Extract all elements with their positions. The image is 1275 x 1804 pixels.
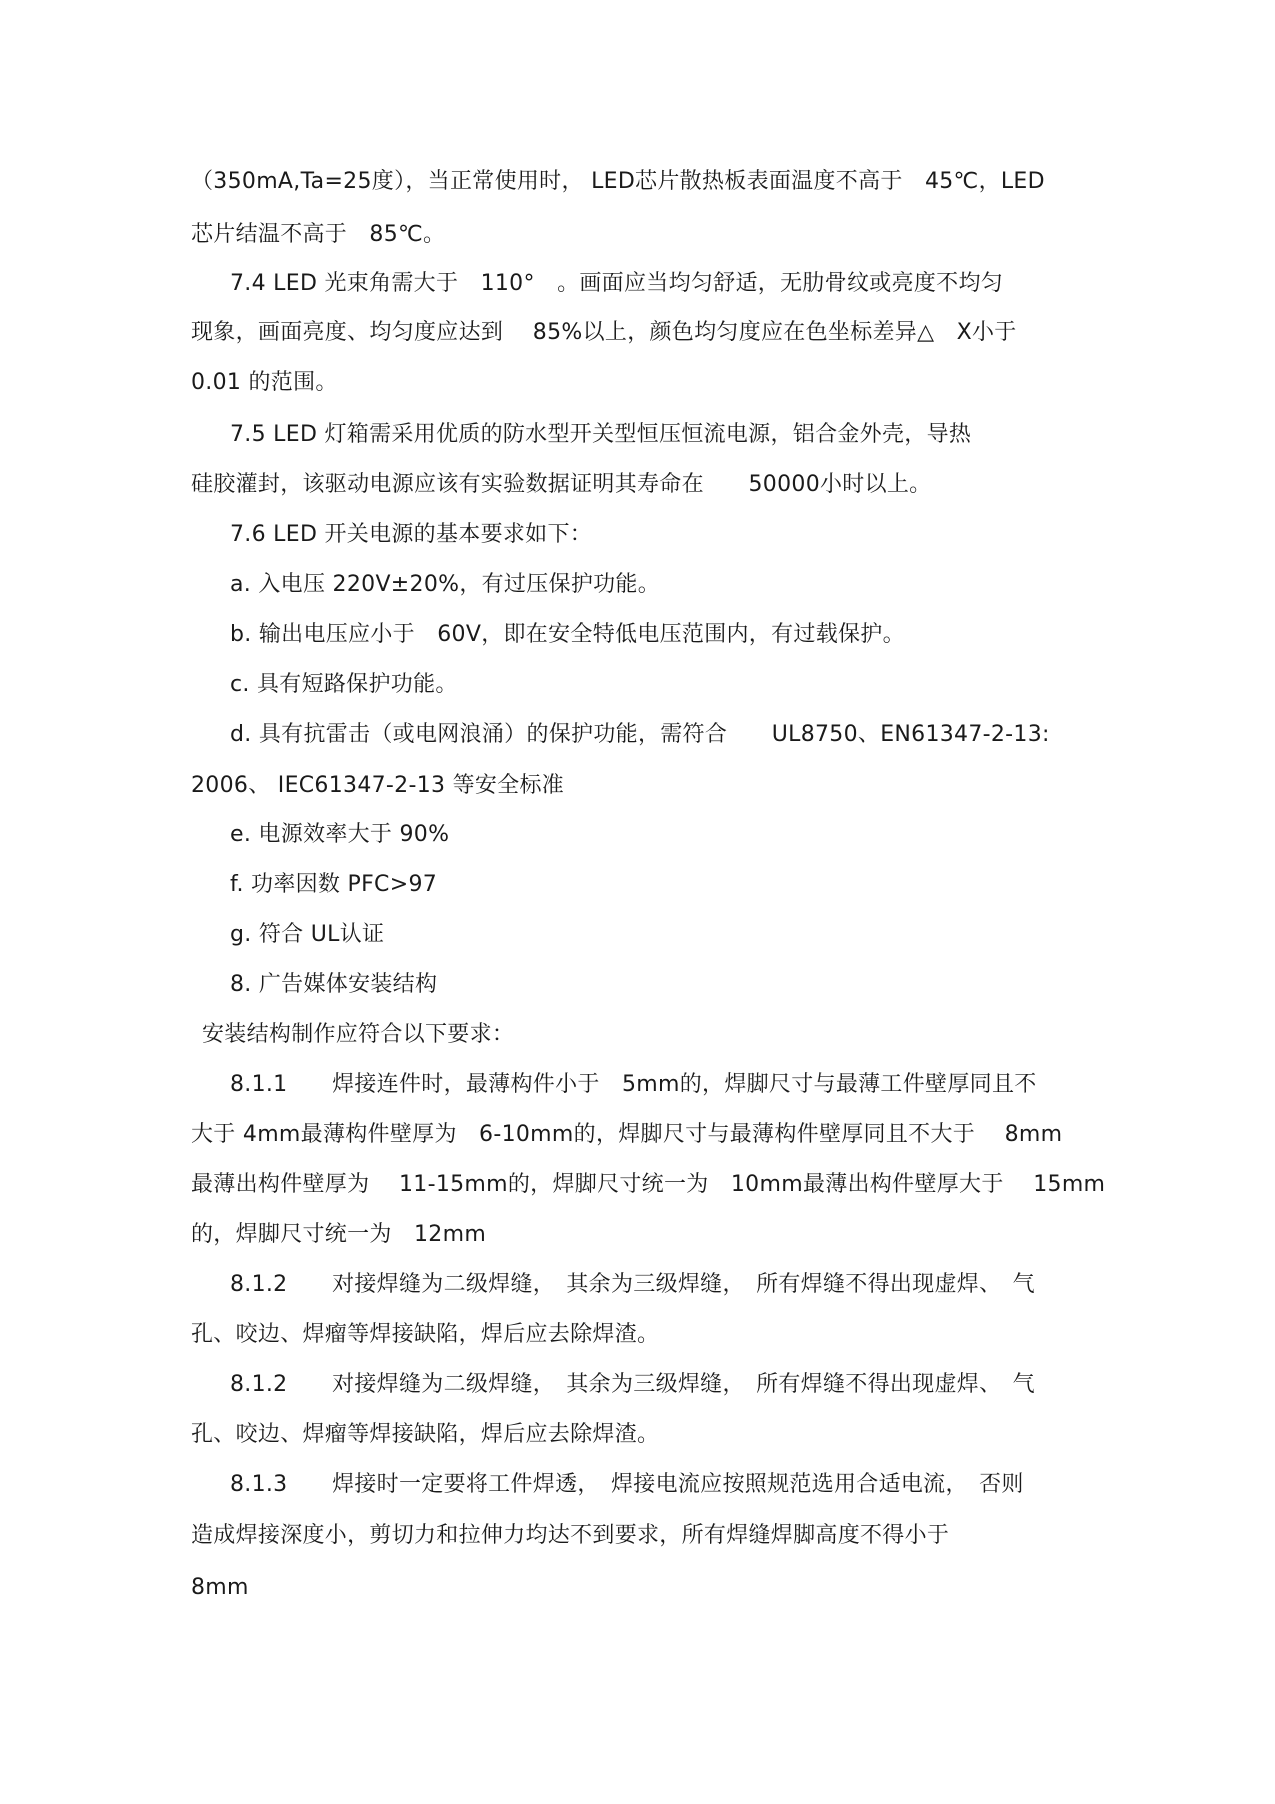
- section-7-4-line: 7.4 LED 光束角需大于 110° 。画面应当均匀舒适，无肋骨纹或亮度不均匀: [230, 271, 1004, 296]
- paragraph-line: 最薄出构件壁厚为 11-15mm的，焊脚尺寸统一为 10mm最薄出构件壁厚大于 15mm: [191, 1172, 1106, 1197]
- paragraph-line: 芯片结温不高于 85℃。: [191, 222, 446, 247]
- list-item-b: b. 输出电压应小于 60V，即在安全特低电压范围内，有过载保护。: [230, 622, 905, 647]
- paragraph-line: 安装结构制作应符合以下要求：: [202, 1022, 515, 1047]
- section-7-5-line: 7.5 LED 灯箱需采用优质的防水型开关型恒压恒流电源，铝合金外壳，导热: [230, 422, 972, 447]
- paragraph-line: 大于 4mm最薄构件壁厚为 6-10mm的，焊脚尺寸与最薄构件壁厚同且不大于 8mm: [191, 1122, 1063, 1147]
- paragraph-line: 的，焊脚尺寸统一为 12mm: [191, 1222, 487, 1247]
- paragraph-line: 硅胶灌封，该驱动电源应该有实验数据证明其寿命在 50000小时以上。: [191, 472, 932, 497]
- paragraph-line: 0.01 的范围。: [191, 370, 338, 395]
- paragraph-line: 造成焊接深度小，剪切力和拉伸力均达不到要求，所有焊缝焊脚高度不得小于: [191, 1523, 950, 1548]
- paragraph-line: 孔、咬边、焊瘤等焊接缺陷，焊后应去除焊渣。: [191, 1422, 660, 1447]
- section-8-1-2-line: 8.1.2 对接焊缝为二级焊缝， 其余为三级焊缝， 所有焊缝不得出现虚焊、 气: [230, 1272, 1035, 1297]
- paragraph-line: 8mm: [191, 1575, 249, 1600]
- list-item-c: c. 具有短路保护功能。: [230, 672, 458, 697]
- list-item-f: f. 功率因数 PFC>97: [230, 872, 438, 897]
- section-8-1-1-line: 8.1.1 焊接连件时，最薄构件小于 5mm的，焊脚尺寸与最薄工件壁厚同且不: [230, 1072, 1037, 1097]
- section-8-1-2-line: 8.1.2 对接焊缝为二级焊缝， 其余为三级焊缝， 所有焊缝不得出现虚焊、 气: [230, 1372, 1035, 1397]
- paragraph-line: 孔、咬边、焊瘤等焊接缺陷，焊后应去除焊渣。: [191, 1322, 660, 1347]
- section-7-6-line: 7.6 LED 开关电源的基本要求如下：: [230, 522, 593, 547]
- section-8-1-3-line: 8.1.3 焊接时一定要将工件焊透， 焊接电流应按照规范选用合适电流， 否则: [230, 1472, 1024, 1497]
- list-item-a: a. 入电压 220V±20%，有过压保护功能。: [230, 572, 661, 597]
- section-8-heading: 8. 广告媒体安装结构: [230, 972, 438, 997]
- list-item-d: d. 具有抗雷击（或电网浪涌）的保护功能，需符合 UL8750、EN61347-2-13:: [230, 722, 1050, 747]
- list-item-e: e. 电源效率大于 90%: [230, 822, 450, 847]
- list-item-g: g. 符合 UL认证: [230, 922, 385, 947]
- paragraph-line: 2006、 IEC61347-2-13 等安全标准: [191, 773, 565, 798]
- paragraph-line: （350mA,Ta=25度），当正常使用时， LED芯片散热板表面温度不高于 45℃，LED: [191, 169, 1045, 194]
- paragraph-line: 现象，画面亮度、均匀度应达到 85%以上，颜色均匀度应在色坐标差异△ X小于: [191, 320, 1017, 345]
